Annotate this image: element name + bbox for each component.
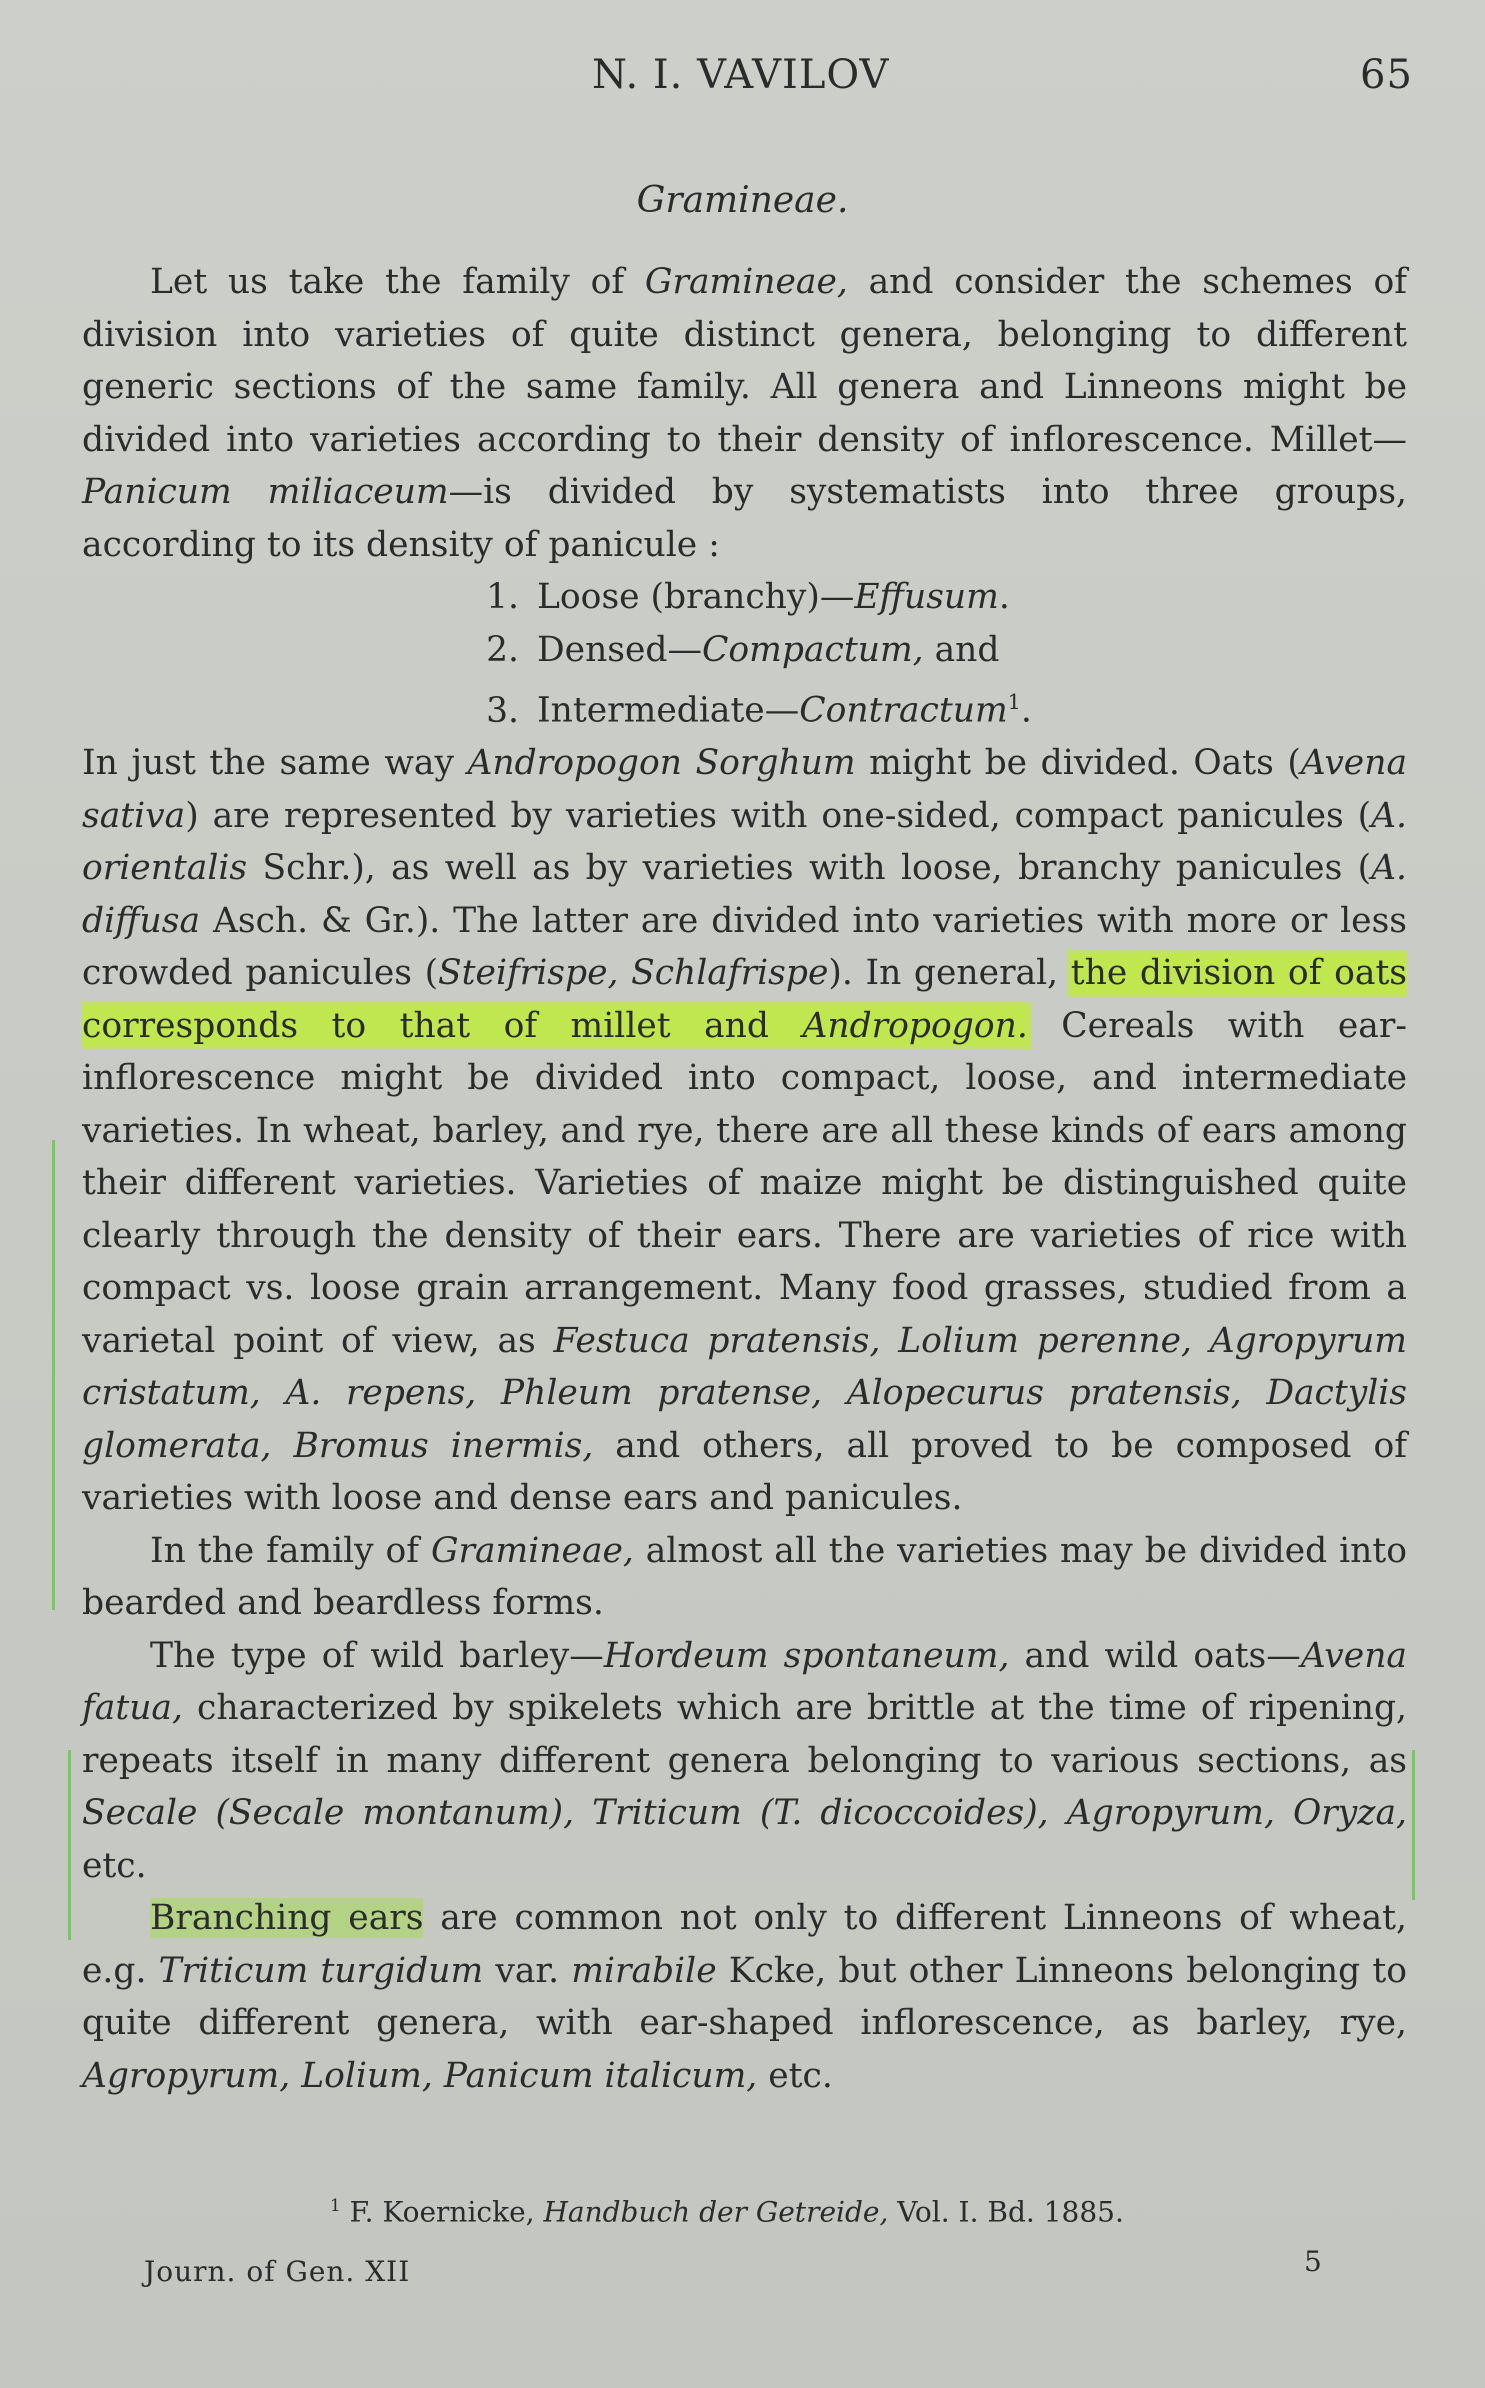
p2-latin-sorghum: Andropogon Sorghum: [467, 743, 856, 783]
list-latin: Compactum,: [702, 629, 924, 670]
p2-highlight-text: the division of oats corresponds to that of millet and: [82, 953, 1408, 1046]
body-text: [82, 256, 1407, 2102]
p2-text-i: Asch. & Gr.). The latter are divided into varieties with more or less crowded panicules (: [82, 900, 1407, 993]
paragraph-4: [82, 1630, 1407, 1893]
p5-text-h: etc.: [757, 2055, 833, 2096]
p5-text-b: are common not only to different Linneons of wheat, e.g.: [82, 1898, 1407, 1991]
pencil-margin-mark: [52, 1140, 55, 1610]
p2-latin-grasses: Festuca pratensis, Lolium perenne, Agropyrum cristatum, A. repens, Phleum pratense, Alopecurus pratensis, Dactylis glomerata, Bromus inermis,: [82, 1320, 1407, 1466]
p2-text-p: and others, all proved to be composed of varieties with loose and dense ears and panicules.: [82, 1425, 1408, 1518]
p2-latin-avena: Avena sativa: [82, 743, 1408, 836]
list-item: [457, 571, 1407, 624]
list-item: [457, 624, 1407, 677]
paragraph-5: [82, 1892, 1407, 2102]
p5-text-f: Kcke, but other Linneons belonging to quite different genera, with ear-shaped inflorescence, as barley, rye,: [82, 1950, 1408, 2043]
footnote-author: F. Koernicke,: [340, 2195, 544, 2229]
p2-text-a: In just the same way: [82, 743, 468, 783]
p5-highlight-branching: Branching ears: [150, 1898, 424, 1938]
p1-latin-gramineae: Gramineae,: [644, 262, 848, 302]
pencil-margin-mark: [1412, 1750, 1415, 1900]
footnote-reference: 1: [1007, 690, 1021, 714]
p2-latin-orientalis: A. orientalis: [82, 795, 1407, 888]
p4-text-c: and wild oats—: [1009, 1635, 1301, 1676]
p5-latin-mirabile: mirabile: [571, 1950, 717, 1991]
p4-text-g: etc.: [82, 1845, 147, 1886]
p2-text-e: ) are represented by varieties with one-sided, compact panicules (: [185, 795, 1372, 836]
p3-text-c: almost all the varieties may be divided into bearded and beardless forms.: [82, 1530, 1407, 1623]
pencil-margin-mark: [68, 1750, 71, 1940]
journal-footer: Journ. of Gen. XII: [144, 2255, 411, 2288]
p1-text-e: —is divided by systematists into three groups, according to its density of panicule :: [82, 472, 1407, 565]
p3-text-a: In the family of: [150, 1530, 431, 1571]
p1-text-c: and consider the schemes of division into varieties of quite distinct genera, belonging to different generic sections of the same family. All genera and Linneons might be divided into varieties according to their density of inflorescence. Millet—: [82, 262, 1407, 460]
running-head-author: N. I. VAVILOV: [592, 52, 890, 98]
p1-text-a: Let us take the family of: [150, 262, 645, 302]
p1-latin-panicum: Panicum miliaceum: [82, 472, 449, 512]
p3-latin-gramineae: Gramineae,: [430, 1530, 634, 1571]
p4-latin-genera: Secale (Secale montanum), Triticum (T. dicoccoides), Agropyrum, Oryza,: [82, 1793, 1407, 1833]
p2-text-c: might be divided. Oats (: [855, 743, 1301, 783]
p4-text-a: The type of wild barley—: [150, 1635, 604, 1676]
page-number: 65: [1360, 52, 1413, 98]
p5-latin-genera: Agropyrum, Lolium, Panicum italicum,: [82, 2055, 758, 2096]
p4-latin-avena-fatua: Avena fatua,: [82, 1635, 1407, 1728]
footnote-title: Handbuch der Getreide,: [543, 2195, 889, 2229]
p4-latin-hordeum: Hordeum spontaneum,: [603, 1635, 1010, 1676]
p2-text-n: Cereals with ear-inflorescence might be divided into compact, loose, and intermediate varieties. In wheat, barley, and rye, there are all these kinds of ears among their different varieties. Varieties of maize might be distinguished quite clearly through the density of their ears. There are varieties of rice with compact vs. loose grain arrangement. Many food grasses, studied from a varietal point of view, as: [82, 1005, 1407, 1361]
p4-text-e: characterized by spikelets which are brittle at the time of ripening, repeats itself in many different genera belonging to various sections, as: [82, 1688, 1407, 1781]
list-text: Loose (branchy)—: [537, 577, 855, 617]
list-tail: .: [1020, 690, 1032, 731]
p2-text-g: Schr.), as well as by varieties with loose, branchy panicules (: [247, 848, 1372, 888]
section-title: Gramineae.: [636, 180, 849, 221]
list-text: Densed—: [537, 629, 703, 670]
footnote: [330, 2195, 1124, 2228]
paragraph-2: [82, 737, 1407, 1525]
list-tail: .: [998, 577, 1010, 617]
footnote-volume: Vol. I. Bd. 1885.: [888, 2195, 1124, 2229]
list-number: 2.: [486, 629, 519, 670]
list-number: 3.: [486, 690, 519, 731]
p2-text-k: ). In general,: [828, 953, 1071, 993]
list-number: 1.: [486, 577, 519, 617]
signature-mark: 5: [1304, 2245, 1322, 2278]
p5-latin-triticum: Triticum turgidum: [158, 1950, 484, 1991]
list-item: [457, 676, 1407, 737]
p2-latin-rispe: Steifrispe, Schlafrispe: [438, 953, 829, 993]
paragraph-1: [82, 256, 1407, 571]
paragraph-3: [82, 1525, 1407, 1630]
p5-text-d: var.: [483, 1950, 572, 1991]
list-latin: Contractum: [799, 690, 1008, 731]
footnote-mark: 1: [330, 2195, 341, 2215]
list-latin: Effusum: [854, 577, 999, 617]
list-tail: and: [923, 629, 1000, 670]
density-list: [82, 571, 1407, 737]
list-text: Intermediate—: [537, 690, 800, 731]
p2-highlight-latin: Andropogon.: [802, 1005, 1028, 1046]
p2-latin-diffusa: A. diffusa: [82, 848, 1407, 941]
